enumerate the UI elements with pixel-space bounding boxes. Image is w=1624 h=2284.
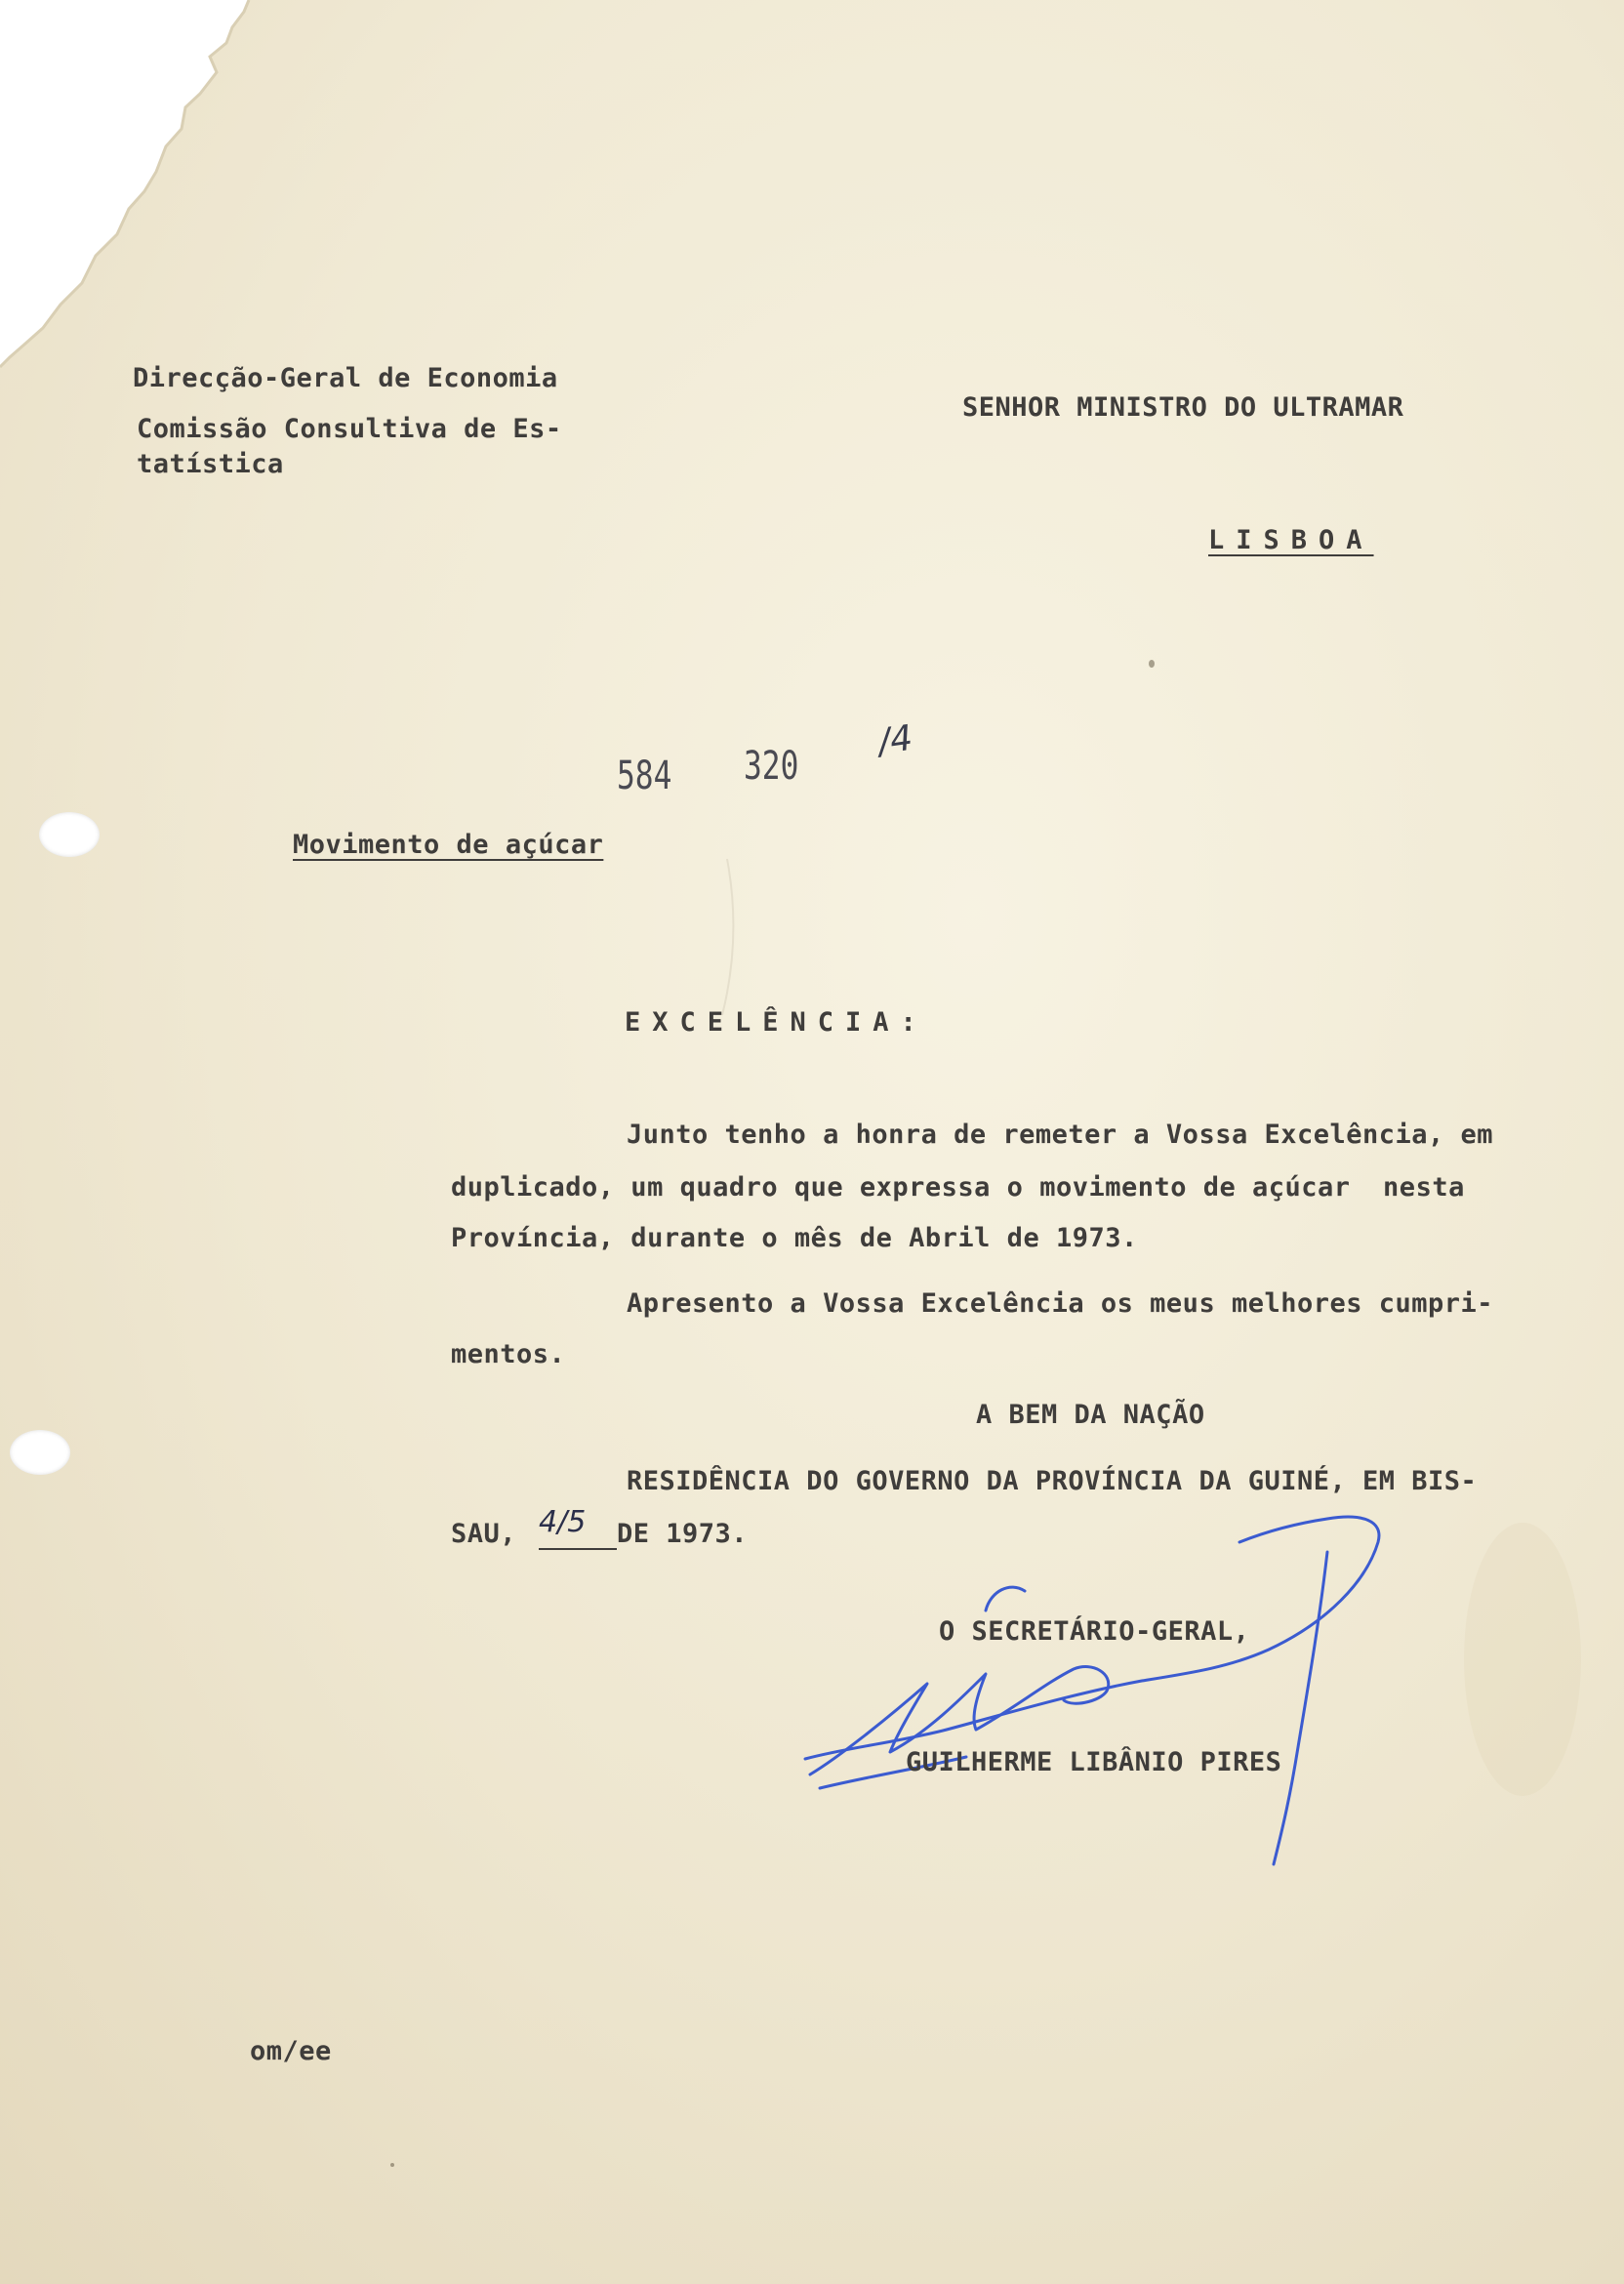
- date-underline: [539, 1548, 617, 1550]
- subject: Movimento de açúcar: [293, 830, 604, 860]
- reference-handwritten-mark: /4: [875, 717, 915, 763]
- body-paragraph-1-line-3: Província, durante o mês de Abril de 1973.: [451, 1223, 1138, 1253]
- salutation: EXCELÊNCIA:: [625, 1007, 928, 1038]
- body-paragraph-1-line-1: Junto tenho a honra de remeter a Vossa Excelência, em: [627, 1120, 1494, 1150]
- punch-hole-bottom: [10, 1430, 70, 1475]
- place-line-2-prefix: SAU,: [451, 1519, 517, 1549]
- body-paragraph-2-line-2: mentos.: [451, 1339, 566, 1369]
- punch-hole-top: [39, 812, 100, 857]
- typist-initials: om/ee: [250, 2036, 332, 2066]
- signature: [781, 1513, 1405, 1884]
- signer-title: O SECRETÁRIO-GERAL,: [939, 1616, 1250, 1647]
- recipient-city: LISBOA: [1208, 525, 1374, 555]
- reference-number-a: 584: [617, 754, 672, 798]
- closing: A BEM DA NAÇÃO: [976, 1400, 1205, 1430]
- handwritten-date: 4/5: [539, 1505, 587, 1539]
- sender-line-3: tatística: [137, 449, 284, 479]
- sender-line-1: Direcção-Geral de Economia: [133, 363, 558, 393]
- recipient: SENHOR MINISTRO DO ULTRAMAR: [962, 392, 1404, 423]
- body-paragraph-2-line-1: Apresento a Vossa Excelência os meus melhores cumpri-: [627, 1288, 1494, 1319]
- torn-corner: [0, 0, 254, 371]
- reference-number-b: 320: [744, 744, 799, 789]
- sender-line-2: Comissão Consultiva de Es-: [137, 414, 562, 444]
- signer-name: GUILHERME LIBÂNIO PIRES: [906, 1747, 1282, 1777]
- body-paragraph-1-line-2: duplicado, um quadro que expressa o movimento de açúcar nesta: [451, 1172, 1465, 1203]
- place-line-1: RESIDÊNCIA DO GOVERNO DA PROVÍNCIA DA GUINÉ, EM BIS-: [627, 1466, 1478, 1496]
- place-line-2-suffix: DE 1973.: [617, 1519, 749, 1549]
